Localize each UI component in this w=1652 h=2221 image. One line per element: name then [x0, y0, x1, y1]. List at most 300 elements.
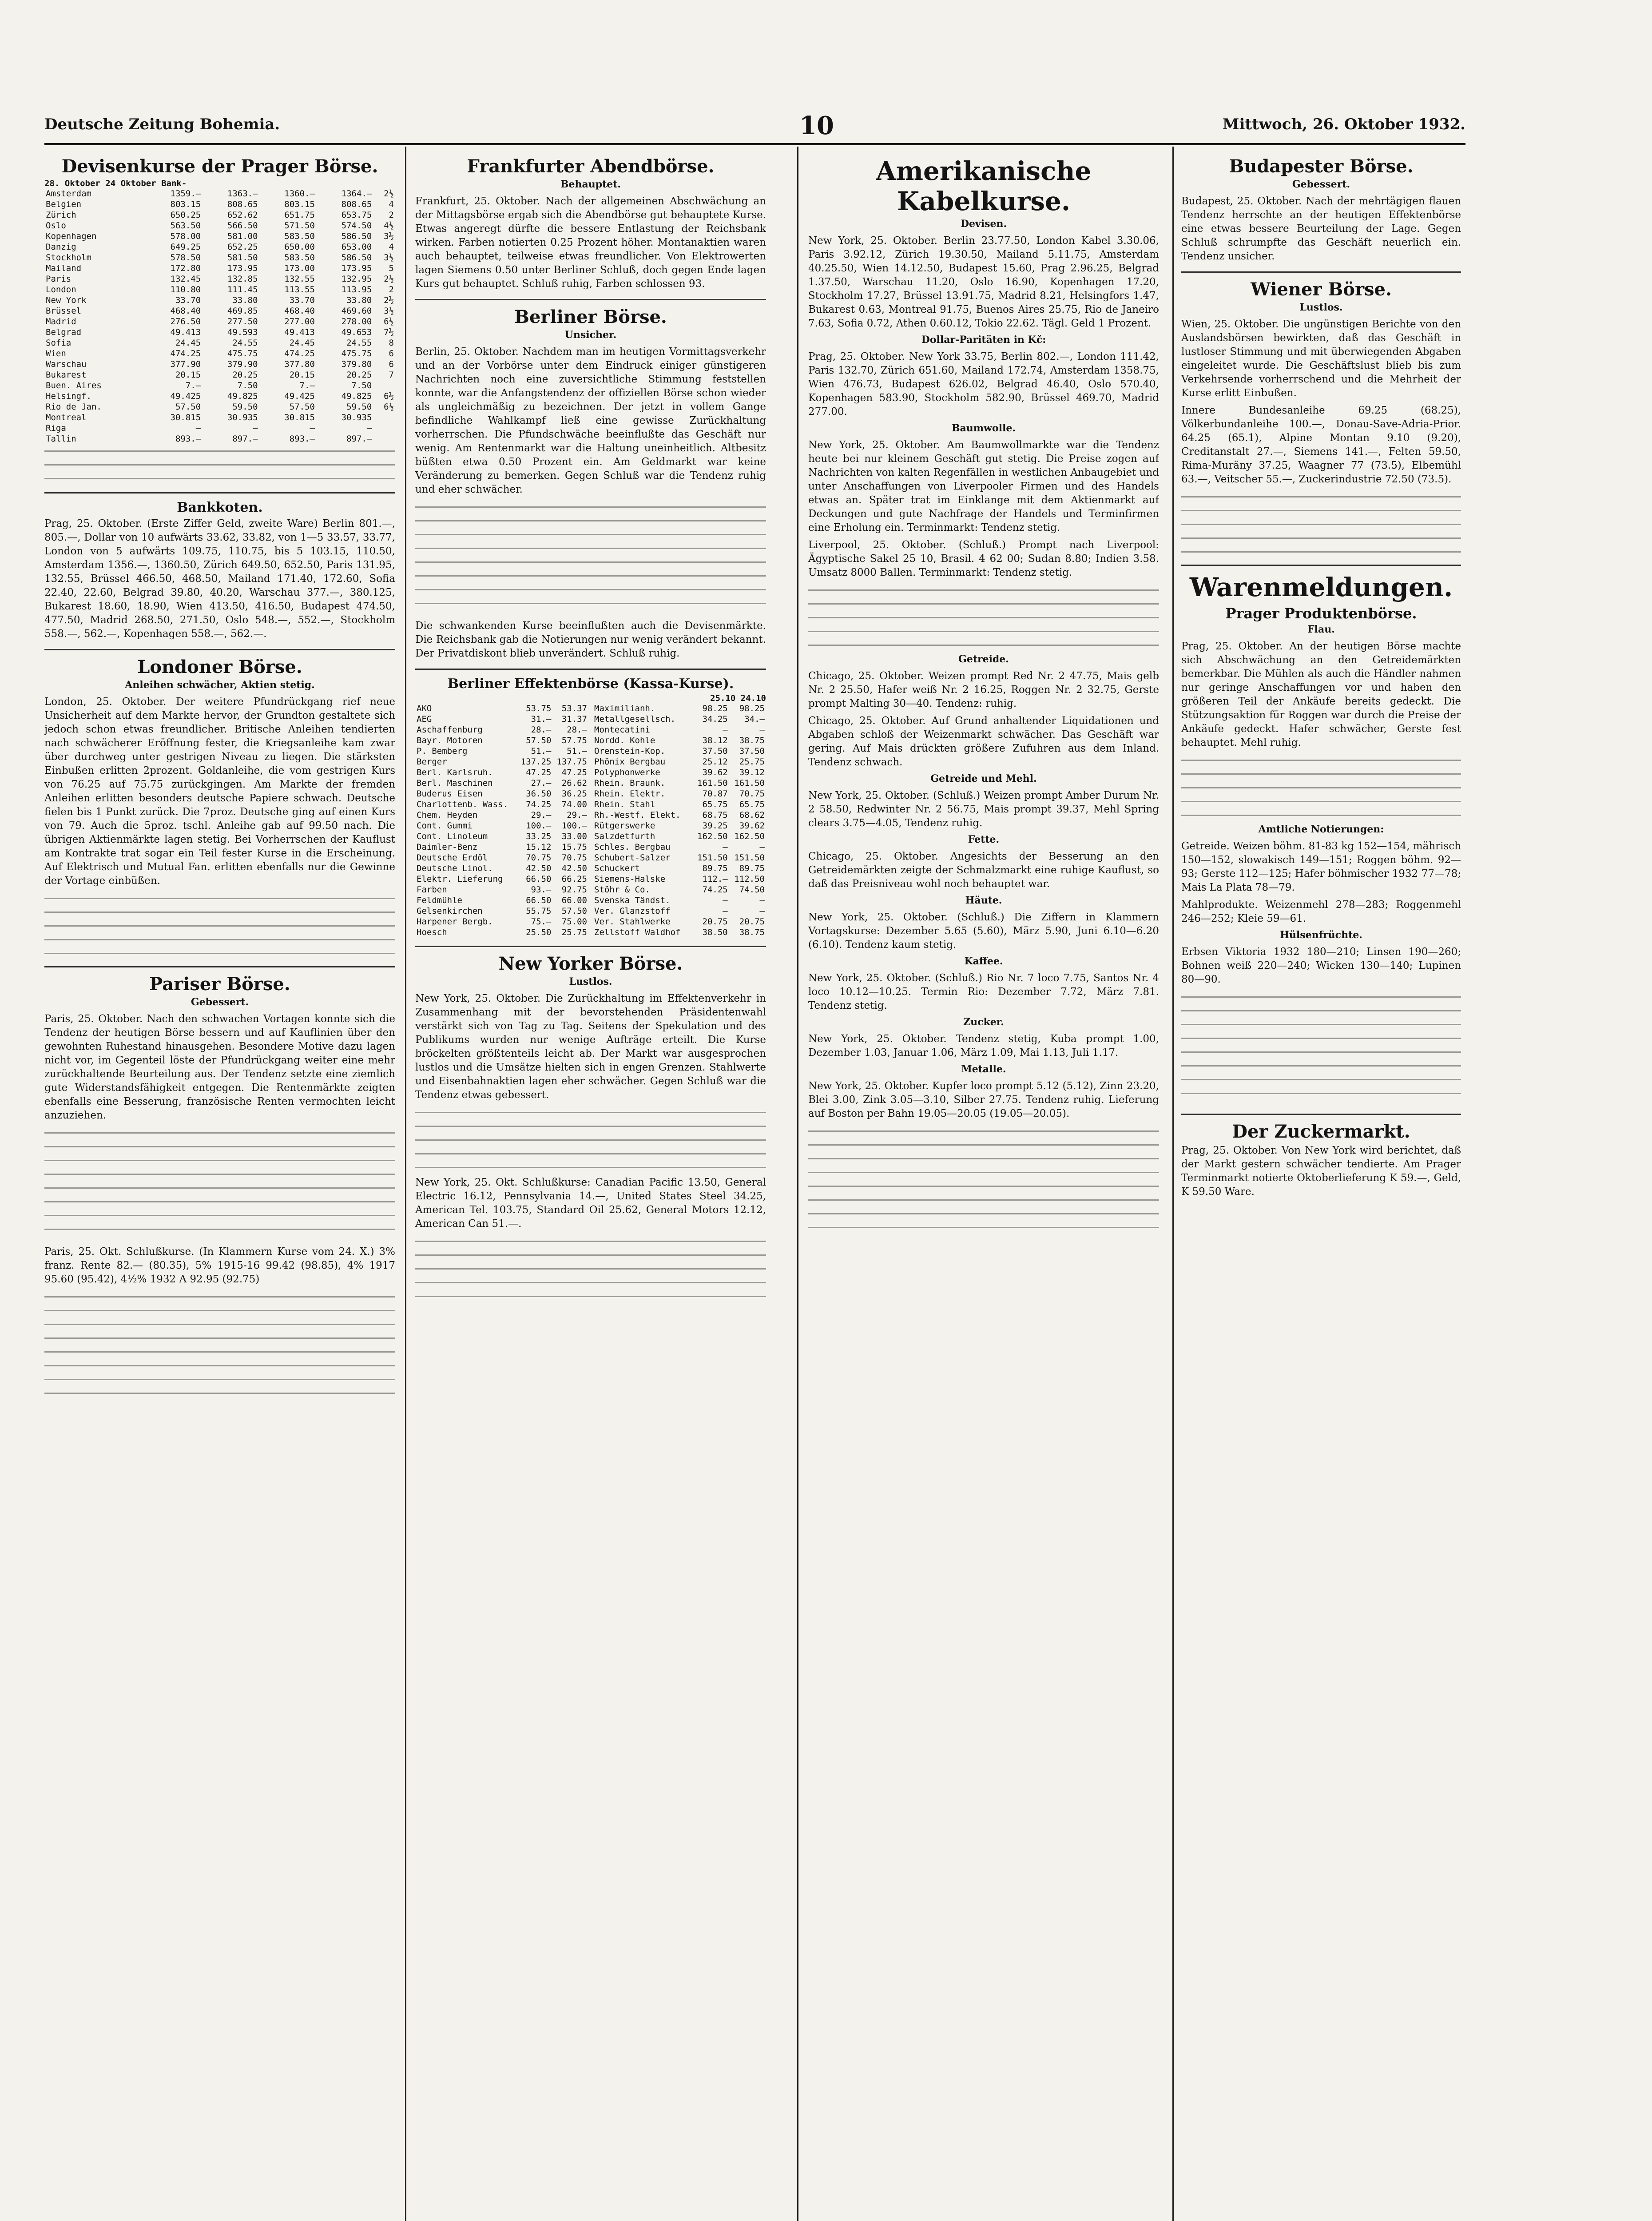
row-label: Paris — [46, 274, 71, 284]
cell-value: 808.65 — [227, 199, 258, 209]
cell-value: 162.50 — [734, 832, 765, 841]
table-row — [44, 274, 395, 284]
table-row — [593, 852, 766, 863]
cell-value: 27.— — [531, 778, 552, 788]
cell-value: 15.12 — [526, 842, 552, 852]
article-text: Erbsen Viktoria 1932 180—210; Linsen 190—260; Bohnen weiß 220—240; Wicken 130—140; Lupinen 80—90. — [1181, 946, 1461, 985]
cell-value: 161.50 — [734, 778, 765, 788]
cell-value: 653.75 — [341, 210, 372, 220]
section-subtitle: Getreide und Mehl. — [930, 773, 1037, 784]
table-row — [593, 714, 766, 724]
cell-value: 29.— — [567, 810, 587, 820]
section-title: Berliner Effektenbörse (Kassa-Kurse). — [447, 676, 734, 692]
text-block — [415, 500, 766, 616]
divider — [44, 492, 395, 494]
cell-value: 25.75 — [561, 927, 587, 937]
table-row — [44, 338, 395, 348]
table-row — [415, 831, 588, 842]
row-label: Schuckert — [594, 864, 640, 873]
divider — [415, 299, 766, 300]
cell-value: 20.15 — [289, 370, 315, 380]
cell-value: 100.— — [526, 821, 552, 831]
table-row — [415, 895, 588, 906]
cell-value: 162.50 — [697, 832, 728, 841]
stock-table-right — [593, 703, 766, 938]
table-row — [415, 788, 588, 799]
table-row — [593, 831, 766, 842]
cell-value: 39.62 — [739, 821, 765, 831]
cell-value: 66.25 — [561, 874, 587, 884]
cell-value: — — [723, 725, 728, 735]
row-label: Bukarest — [46, 370, 87, 380]
article-text: Getreide. Weizen böhm. 81-83 kg 152—154, mährisch 150—152, slowakisch 149—151; Roggen böhm. 92—93; Gerste 112—125; Hafer böhmischer 1932 77—78; Mais La Plata 78—79. — [1181, 840, 1461, 893]
cell-value: 20.75 — [702, 917, 728, 927]
table-row — [415, 810, 588, 820]
cell-value: 7.50 — [351, 381, 372, 390]
cell-value: 132.45 — [170, 274, 201, 284]
section-title: Londoner Börse. — [137, 657, 302, 677]
cell-value: 42.50 — [526, 864, 552, 873]
cell-value: 39.12 — [739, 768, 765, 777]
cell-value: — — [195, 423, 201, 433]
cell-value: 30.815 — [170, 413, 201, 422]
cell-value: 377.90 — [170, 359, 201, 369]
column-4 — [1181, 153, 1461, 2221]
table-row — [415, 714, 588, 724]
article-text: Wien, 25. Oktober. Die ungünstigen Berichte von den Auslandsbörsen bewirkten, daß das Geschäft in lustloser Stimmung und mit überwiegenden Abgaben eingeleitet wurde. Die Geschäftslust blieb bis zum Verkehrsende vorherrschend und die Mehrheit der Kurse erlitt Einbußen. — [1181, 318, 1461, 399]
cell-value: 38.50 — [702, 927, 728, 937]
cell-value: 38.75 — [739, 927, 765, 937]
cell-value: 897.— — [346, 434, 372, 444]
cell-value: 653.00 — [341, 242, 372, 252]
cell-value: 24.45 — [289, 338, 315, 348]
cell-value: 34.— — [744, 714, 765, 724]
cell-value: 25.75 — [739, 757, 765, 767]
row-label: Rhein. Stahl — [594, 800, 655, 809]
cell-value: 70.75 — [561, 853, 587, 863]
row-label: P. Bemberg — [417, 746, 468, 756]
row-label: Montreal — [46, 413, 87, 422]
cell-value: 34.25 — [702, 714, 728, 724]
table-row — [593, 799, 766, 810]
table-row — [415, 906, 588, 916]
row-label: Berl. Karlsruh. — [417, 768, 493, 777]
cell-value: 173.95 — [341, 263, 372, 273]
table-row — [44, 412, 395, 423]
row-label: Rhein. Elektr. — [594, 789, 666, 799]
cell-value: — — [366, 423, 372, 433]
cell-value: 586.50 — [341, 231, 372, 241]
table-row — [44, 220, 395, 231]
table-row — [44, 316, 395, 327]
cell-value: 571.50 — [284, 221, 315, 231]
cell-value: 57.75 — [561, 736, 587, 745]
cell-value: 7 — [389, 370, 394, 380]
cell-value — [373, 434, 395, 444]
row-label: Harpener Bergb. — [417, 917, 493, 927]
text-block — [1181, 753, 1461, 820]
cell-value: 20.75 — [739, 917, 765, 927]
cell-value: 28.— — [567, 725, 587, 735]
column-divider — [797, 147, 798, 2221]
cell-value: 37.50 — [739, 746, 765, 756]
cell-value: 98.25 — [739, 704, 765, 713]
cell-value: 2½ — [384, 295, 394, 305]
table-row — [593, 767, 766, 778]
cell-value: 1360.— — [284, 189, 315, 199]
table-row — [415, 852, 588, 863]
table-row — [44, 423, 395, 434]
text-block — [44, 444, 395, 484]
row-label: Sofia — [46, 338, 71, 348]
divider — [415, 669, 766, 670]
cell-value: — — [723, 842, 728, 852]
row-label: Montecatini — [594, 725, 650, 735]
cell-value: 42.50 — [561, 864, 587, 873]
cell-value: 8 — [389, 338, 394, 348]
table-row — [44, 348, 395, 359]
table-row — [415, 724, 588, 735]
section-subtitle: Metalle. — [961, 1063, 1006, 1075]
row-label: Madrid — [46, 317, 76, 326]
divider — [1181, 1114, 1461, 1115]
cell-value: 65.75 — [702, 800, 728, 809]
row-label: Rütgerswerke — [594, 821, 655, 831]
cell-value: 803.15 — [284, 199, 315, 209]
cell-value: 652.25 — [227, 242, 258, 252]
article-text: Chicago, 25. Oktober. Angesichts der Besserung an den Getreidemärkten zeigte der Schmalzmarkt eine ruhige Kauflust, so daß das Preisniveau wohl noch behauptet war. — [808, 851, 1159, 890]
article-text: New York, 25. Oktober. (Schluß.) Die Ziffern in Klammern Vortagskurse: Dezember 5.65 (5.60), März 5.90, Juni 6.10—6.20 (6.10). Tendenz kaum stetig. — [808, 911, 1159, 951]
section-title: Pariser Börse. — [149, 974, 290, 995]
cell-value: 66.50 — [526, 874, 552, 884]
row-label: Polyphonwerke — [594, 768, 660, 777]
cell-value: 28.— — [531, 725, 552, 735]
cell-value: 6 — [389, 349, 394, 358]
row-label: Deutsche Erdöl — [417, 853, 488, 863]
section-title: Der Zuckermarkt. — [1232, 1121, 1410, 1142]
cell-value: 20.15 — [175, 370, 201, 380]
cell-value: 3½ — [384, 231, 394, 241]
row-label: Farben — [417, 885, 447, 895]
row-label: Aschaffenburg — [417, 725, 483, 735]
cell-value: 24.45 — [175, 338, 201, 348]
cell-value: 57.50 — [561, 906, 587, 916]
cell-value: 55.75 — [526, 906, 552, 916]
section-subtitle: Flau. — [1307, 624, 1335, 635]
cell-value: 39.25 — [702, 821, 728, 831]
cell-value: 113.55 — [284, 285, 315, 295]
cell-value: 468.40 — [284, 306, 315, 316]
cell-value: 89.75 — [739, 864, 765, 873]
row-label: Tallin — [46, 434, 76, 444]
cell-value: — — [253, 423, 258, 433]
cell-value: 137.75 — [556, 757, 587, 767]
table-row — [44, 199, 395, 210]
row-label: Rio de Jan. — [46, 402, 102, 412]
cell-value: 66.50 — [526, 896, 552, 905]
article-text: Prag, 25. Oktober. New York 33.75, Berlin 802.—, London 111.42, Paris 132.70, Zürich 651.60, Mailand 172.74, Amsterdam 1358.75, Wien 476.73, Budapest 626.02, Belgrad 46.40, Oslo 570.40, Kopenhagen 583.90, Stockholm 582.90, Brüssel 469.70, Madrid 277.00. — [808, 351, 1159, 418]
cell-value: 49.425 — [170, 391, 201, 401]
table-row — [593, 906, 766, 916]
row-label: Zellstoff Waldhof — [594, 927, 681, 937]
exchange-rate-table — [44, 188, 395, 444]
cell-value: 26.62 — [561, 778, 587, 788]
cell-value: 132.95 — [341, 274, 372, 284]
cell-value: 161.50 — [697, 778, 728, 788]
page-header — [44, 111, 1465, 142]
column-3 — [808, 153, 1159, 2221]
cell-value: 2 — [389, 285, 394, 295]
cell-value: 74.50 — [739, 885, 765, 895]
cell-value: 652.62 — [227, 210, 258, 220]
row-label: Cont. Linoleum — [417, 832, 488, 841]
section-subtitle: Häute. — [965, 895, 1002, 906]
section-subtitle: Unsicher. — [564, 329, 617, 341]
cell-value: 2½ — [384, 274, 394, 284]
cell-value: 649.25 — [170, 242, 201, 252]
cell-value: 112.— — [702, 874, 728, 884]
table-row — [593, 788, 766, 799]
cell-value: 893.— — [175, 434, 201, 444]
section-title: Berliner Börse. — [514, 306, 667, 327]
cell-value — [373, 380, 395, 391]
cell-value: 36.25 — [561, 789, 587, 799]
cell-value — [373, 423, 395, 434]
cell-value: 20.25 — [232, 370, 258, 380]
cell-value: 3½ — [384, 306, 394, 316]
cell-value: 475.75 — [227, 349, 258, 358]
section-subtitle: Zucker. — [963, 1016, 1004, 1028]
cell-value: 379.90 — [227, 359, 258, 369]
cell-value: 173.95 — [227, 263, 258, 273]
text-block — [44, 1126, 395, 1242]
cell-value: 70.75 — [739, 789, 765, 799]
cell-value: 474.25 — [284, 349, 315, 358]
cell-value: 6½ — [384, 391, 394, 401]
row-label: AKO — [417, 704, 432, 713]
table-row — [415, 778, 588, 788]
text-block — [415, 1106, 766, 1172]
cell-value: 66.00 — [561, 896, 587, 905]
cell-value: 583.50 — [284, 253, 315, 263]
cell-value: 37.50 — [702, 746, 728, 756]
section-title: Frankfurter Abendbörse. — [467, 156, 715, 177]
cell-value: 276.50 — [170, 317, 201, 326]
row-label: Rh.-Westf. Elekt. — [594, 810, 681, 820]
section-title: New Yorker Börse. — [498, 953, 683, 974]
article-text: Prag, 25. Oktober. (Erste Ziffer Geld, zweite Ware) Berlin 801.—, 805.—, Dollar von 10 aufwärts 33.62, 33.82, von 1—5 33.57, 33.77, London von 5 aufwärts 109.75, 110.75, bis 5 103.15, 110.50, Amsterdam 1356.—, 1360.50, Zürich 649.50, 652.50, Paris 131.95, 132.55, Brüssel 466.50, 468.50, Mailand 171.40, 172.60, Sofia 22.40, 22.60, Belgrad 39.80, 40.20, Warschau 377.—, 380.125, Bukarest 18.60, 18.90, Wien 413.50, 416.50, Budapest 474.50, 477.50, Madrid 268.50, 271.50, Oslo 548.—, 552.—, Stockholm 558.—, 562.—, Kopenhagen 558.—, 562.—. — [44, 518, 395, 640]
row-label: Kopenhagen — [46, 231, 97, 241]
cell-value: 30.935 — [227, 413, 258, 422]
divider — [1181, 565, 1461, 566]
row-label: Mailand — [46, 263, 82, 273]
cell-value: 25.50 — [526, 927, 552, 937]
table-row — [593, 735, 766, 746]
row-label: Amsterdam — [46, 189, 91, 199]
section-subtitle: Baumwolle. — [951, 422, 1016, 434]
section-title: Warenmeldungen. — [1189, 572, 1453, 602]
table-row — [44, 231, 395, 242]
row-label: Buen. Aires — [46, 381, 102, 390]
cell-value: 39.62 — [702, 768, 728, 777]
table-row — [44, 434, 395, 444]
section-title: Amerikanische Kabelkurse. — [876, 156, 1092, 216]
table-row — [44, 252, 395, 263]
table-row — [593, 884, 766, 895]
section-subtitle: Devisen. — [960, 218, 1007, 230]
table-row — [44, 306, 395, 316]
cell-value: 7.50 — [237, 381, 258, 390]
cell-value: 59.50 — [232, 402, 258, 412]
section-subtitle: Dollar-Paritäten in Kč: — [921, 334, 1046, 346]
row-label: Ver. Stahlwerke — [594, 917, 671, 927]
cell-value: 24.55 — [346, 338, 372, 348]
row-label: Ver. Glanzstoff — [594, 906, 671, 916]
article-text: New York, 25. Okt. Schlußkurse: Canadian Pacific 13.50, General Electric 16.12, Pennsylvania 14.—, United States Steel 34.25, American Tel. 103.75, Standard Oil 25.62, General Motors 12.12, American Can 51.—. — [415, 1177, 766, 1230]
cell-value: 20.25 — [346, 370, 372, 380]
divider — [44, 966, 395, 967]
cell-value: 47.25 — [526, 768, 552, 777]
cell-value: 132.85 — [227, 274, 258, 284]
article-text: New York, 25. Oktober. Kupfer loco prompt 5.12 (5.12), Zinn 23.20, Blei 3.00, Zink 3.05—3.10, Silber 27.75. Tendenz ruhig. Lieferung auf Boston per Bahn 19.05—20.05 (19.05—20.05). — [808, 1080, 1159, 1119]
row-label: AEG — [417, 714, 432, 724]
cell-value: 92.75 — [561, 885, 587, 895]
cell-value: 112.50 — [734, 874, 765, 884]
section-subtitle: Amtliche Notierungen: — [1258, 824, 1384, 835]
cell-value: 25.12 — [702, 757, 728, 767]
cell-value: 68.75 — [702, 810, 728, 820]
cell-value: 29.— — [531, 810, 552, 820]
table-row — [44, 284, 395, 295]
table-row — [593, 810, 766, 820]
article-text: New York, 25. Oktober. Berlin 23.77.50, London Kabel 3.30.06, Paris 3.92.12, Zürich 19.30.50, Mailand 5.11.75, Amsterdam 40.25.50, Wien 14.12.50, Budapest 15.60, Prag 2.96.25, Belgrad 1.37.50, Warschau 11.20, Oslo 16.90, Kopenhagen 17.20, Stockholm 17.27, Brüssel 13.91.75, Madrid 8.21, Helsingfors 1.47, Bukarest 0.63, Montreal 91.75, Buenos Aires 25.75, Rio de Janeiro 7.63, Sofia 0.72, Athen 0.60.12, Tokio 22.62. Tägl. Geld 1 Prozent. — [808, 235, 1159, 329]
table-row — [415, 820, 588, 831]
cell-value: 15.75 — [561, 842, 587, 852]
cell-value: 7½ — [384, 327, 394, 337]
article-text: Berlin, 25. Oktober. Nachdem man im heutigen Vormittagsverkehr und an der Vorbörse unter dem Eindruck einiger günstigeren Nachrichten noch eine zuversichtliche Stimmung feststellen konnte, war die Anfangstendenz der offiziellen Börse schon wieder als ungleichmäßig zu bezeichnen. Der jetzt in vollem Gange befindliche Wahlkampf ließ eine gewisse Zurückhaltung vorherrschen. Die Pfundschwäche beeinflußte das Geschäft nur wenig. Am Rentenmarkt war die Haltung uneinheitlich. Altbesitz büßten etwa 0.50 Prozent ein. Am Geldmarkt war keine Veränderung zu bemerken. Gegen Schluß war die Tendenz ruhig und eher schwächer. — [415, 346, 766, 495]
cell-value: 38.12 — [702, 736, 728, 745]
row-label: Warschau — [46, 359, 87, 369]
table-row — [44, 370, 395, 380]
article-text: Prag, 25. Oktober. An der heutigen Börse machte sich Abschwächung an den Getreidemärkten bemerkbar. Die Mühlen als auch die Händler nahmen nur geringe Anschaffungen vor und haben den größeren Teil der Ankäufe bereits gedeckt. Die Stützungsaktion für Roggen war durch die Preise der Ankäufe gedeckt. Hafer schwächer, Gerste fest behauptet. Mehl ruhig. — [1181, 641, 1461, 748]
column-2 — [415, 153, 766, 2221]
table-row — [415, 874, 588, 884]
cell-value: 586.50 — [341, 253, 372, 263]
article-text: Frankfurt, 25. Oktober. Nach der allgemeinen Abschwächung an der Mittagsbörse ergab sich die Abendbörse gut behauptete Kurse. Etwas angeregt dürfte die bessere Entlastung der Reichsbank wirken. Farben notierten 0.25 Prozent höher. Montanaktien waren auch behauptet, teilweise etwas freundlicher. Von Elektrowerten lagen Siemens 0.50 unter Berliner Schluß, doch gegen Ende lagen Kurs gut behauptet. Schluß ruhig, Farben schlossen 93. — [415, 195, 766, 290]
cell-value: 110.80 — [170, 285, 201, 295]
cell-value: 1363.— — [227, 189, 258, 199]
row-label: Chem. Heyden — [417, 810, 478, 820]
row-label: Maximilianh. — [594, 704, 655, 713]
cell-value: 7.— — [299, 381, 315, 390]
row-label: Zürich — [46, 210, 76, 220]
table-row — [593, 746, 766, 756]
section-title: Bankkoten. — [177, 500, 263, 515]
cell-value: 3½ — [384, 253, 394, 263]
article-text: London, 25. Oktober. Der weitere Pfundrückgang rief neue Unsicherheit auf dem Markte hervor, der Grundton gestaltete sich jedoch schon etwas freundlicher. Britische Anleihen tendierten nach schwächerer Eröffnung fester, die Kriegsanleihe kam zwar über durchweg unter gestrigen Niveau zu liegen. Die stärksten Einbußen erlitten 2prozent. Goldanleihe, die vom gestrigen Kurs von 76.25 auf 75.75 zurückgingen. Am Markte der fremden Anleihen erlitten besonders deutsche Papiere schwach. Deutsche fielen bis 1 Punkt zurück. Die 7proz. Deutsche ging auf einen Kurs von 79. Auch die 5proz. tschl. Anleihe gab auf 99.50 nach. Die übrigen Aktienmärkte lagen stetig. Bei Vorherrschen der Kauflust am Kontrakte trat sogar ein Teil fester Kurse in die Erscheinung. Auf Elektrisch und Mutual Fan. erlitten ebenfalls nur die Gewinne der Vortage einbüßen. — [44, 696, 395, 887]
cell-value: 650.00 — [284, 242, 315, 252]
cell-value: 31.— — [531, 714, 552, 724]
cell-value: 2 — [389, 210, 394, 220]
table-row — [415, 735, 588, 746]
table-header: 25.10 24.10 — [710, 693, 766, 703]
section-subtitle: Gebessert. — [1292, 179, 1350, 190]
row-label: Helsingf. — [46, 391, 91, 401]
cell-value: 57.50 — [175, 402, 201, 412]
row-label: Gelsenkirchen — [417, 906, 483, 916]
table-row — [415, 884, 588, 895]
row-label: Cont. Gummi — [417, 821, 473, 831]
row-label: Elektr. Lieferung — [417, 874, 503, 884]
cell-value: 468.40 — [170, 306, 201, 316]
table-row — [593, 820, 766, 831]
cell-value: 49.825 — [341, 391, 372, 401]
cell-value: 93.— — [531, 885, 552, 895]
cell-value: 151.50 — [697, 853, 728, 863]
table-row — [415, 746, 588, 756]
table-row — [44, 210, 395, 220]
table-row — [593, 874, 766, 884]
article-text: New York, 25. Oktober. Die Zurückhaltung im Effektenverkehr in Zusammenhang mit der bevorstehenden Präsidentenwahl verstärkt sich von Tag zu Tag. Seitens der Spekulation und des Publikums wurden nur wenige Aufträge erteilt. Die Kurse bröckelten größtenteils leicht ab. Der Markt war ausgesprochen lustlos und die Umsätze hielten sich in engen Grenzen. Stahlwerte und Eisenbahnaktien lagen eher schwächer. Gegen Schluß war die Tendenz etwas gebessert. — [415, 993, 766, 1101]
cell-value: 469.85 — [227, 306, 258, 316]
section-title: Budapester Börse. — [1229, 156, 1414, 177]
cell-value: 1364.— — [341, 189, 372, 199]
article-text: Prag, 25. Oktober. Von New York wird berichtet, daß der Markt gestern schwächer tendierte. Am Prager Terminmarkt notierte Oktoberlieferung K 59.—, Geld, K 59.50 Ware. — [1181, 1145, 1461, 1198]
article-text: Paris, 25. Oktober. Nach den schwachen Vortagen konnte sich die Tendenz der heutigen Börse bessern und auf Kauflinien über den gewohnten Ruhestand hinausgehen. Besondere Motive dazu lagen nicht vor, im Gegenteil löste der Pfundrückgang weiter eine mehr zurückhaltende Beurteilung aus. Der Tendenz setzte eine ziemlich gute Widerstandsfähigkeit entgegen. Die Rentenmärkte zeigten ebenfalls eine Besserung, französische Renten vermochten leicht anzuziehen. — [44, 1013, 395, 1121]
table-row — [44, 391, 395, 402]
text-block — [808, 583, 1159, 650]
cell-value: 47.25 — [561, 768, 587, 777]
row-label: Nordd. Kohle — [594, 736, 655, 745]
row-label: Riga — [46, 423, 66, 433]
article-text: Paris, 25. Okt. Schlußkurse. (In Klammern Kurse vom 24. X.) 3% franz. Rente 82.— (80.35), 5% 1915-16 99.42 (98.85), 4% 1917 95.60 (95.42), 4½% 1932 A 92.95 (92.75) — [44, 1246, 395, 1285]
cell-value: 4 — [389, 242, 394, 252]
cell-value: 578.50 — [170, 253, 201, 263]
row-label: Phönix Bergbau — [594, 757, 666, 767]
table-row — [593, 724, 766, 735]
cell-value: 70.87 — [702, 789, 728, 799]
cell-value: 172.80 — [170, 263, 201, 273]
cell-value: 33.70 — [289, 295, 315, 305]
section-subtitle: Behauptet. — [560, 179, 621, 190]
cell-value: 98.25 — [702, 704, 728, 713]
table-row — [593, 842, 766, 852]
article-text: Budapest, 25. Oktober. Nach der mehrtägigen flauen Tendenz herrschte an der heutigen Effektenbörse eine etwas bessere Beurteilung der Lage. Gegen Schluß schrumpfte das Geschäft neuerlich ein. Tendenz unsicher. — [1181, 195, 1461, 262]
row-label: Belgien — [46, 199, 82, 209]
article-text: Innere Bundesanleihe 69.25 (68.25), Völkerbundanleihe 100.—, Donau-Save-Adria-Prior. 64.25 (65.1), Alpine Montan 9.10 (9.20), Creditanstalt 27.—, Siemens 141.—, Felten 59.50, Rima-Muräny 37.25, Waagner 77 (73.5), Elbemühl 63.—, Veitscher 55.—, Zuckerindustrie 72.50 (73.5). — [1181, 405, 1461, 485]
section-title: Prager Produktenbörse. — [1225, 605, 1417, 622]
row-label: Charlottenb. Wass. — [417, 800, 508, 809]
cell-value — [373, 412, 395, 423]
cell-value: 59.50 — [346, 402, 372, 412]
cell-value: 277.00 — [284, 317, 315, 326]
table-row — [44, 188, 395, 199]
cell-value: 650.25 — [170, 210, 201, 220]
section-subtitle: Getreide. — [958, 653, 1009, 665]
text-block — [415, 1234, 766, 1301]
column-divider — [1172, 147, 1174, 2221]
cell-value: 31.37 — [561, 714, 587, 724]
table-row — [44, 242, 395, 252]
article-text: Liverpool, 25. Oktober. (Schluß.) Prompt nach Liverpool: Ägyptische Sakel 25 10, Brasil. 4 62 00; Sudan 8.80; Indien 3.58. Umsatz 8000 Ballen. Terminmarkt: Tendenz stetig. — [808, 539, 1159, 578]
table-row — [44, 327, 395, 338]
article-text: New York, 25. Oktober. (Schluß.) Weizen prompt Amber Durum Nr. 2 58.50, Redwinter Nr. 2 56.75, Mais prompt 39.37, Mehl Spring clears 3.75—4.05, Tendenz ruhig. — [808, 790, 1159, 829]
cell-value: 581.00 — [227, 231, 258, 241]
row-label: Stockholm — [46, 253, 91, 263]
row-label: Rhein. Braunk. — [594, 778, 666, 788]
row-label: Oslo — [46, 221, 66, 231]
cell-value: 74.25 — [702, 885, 728, 895]
